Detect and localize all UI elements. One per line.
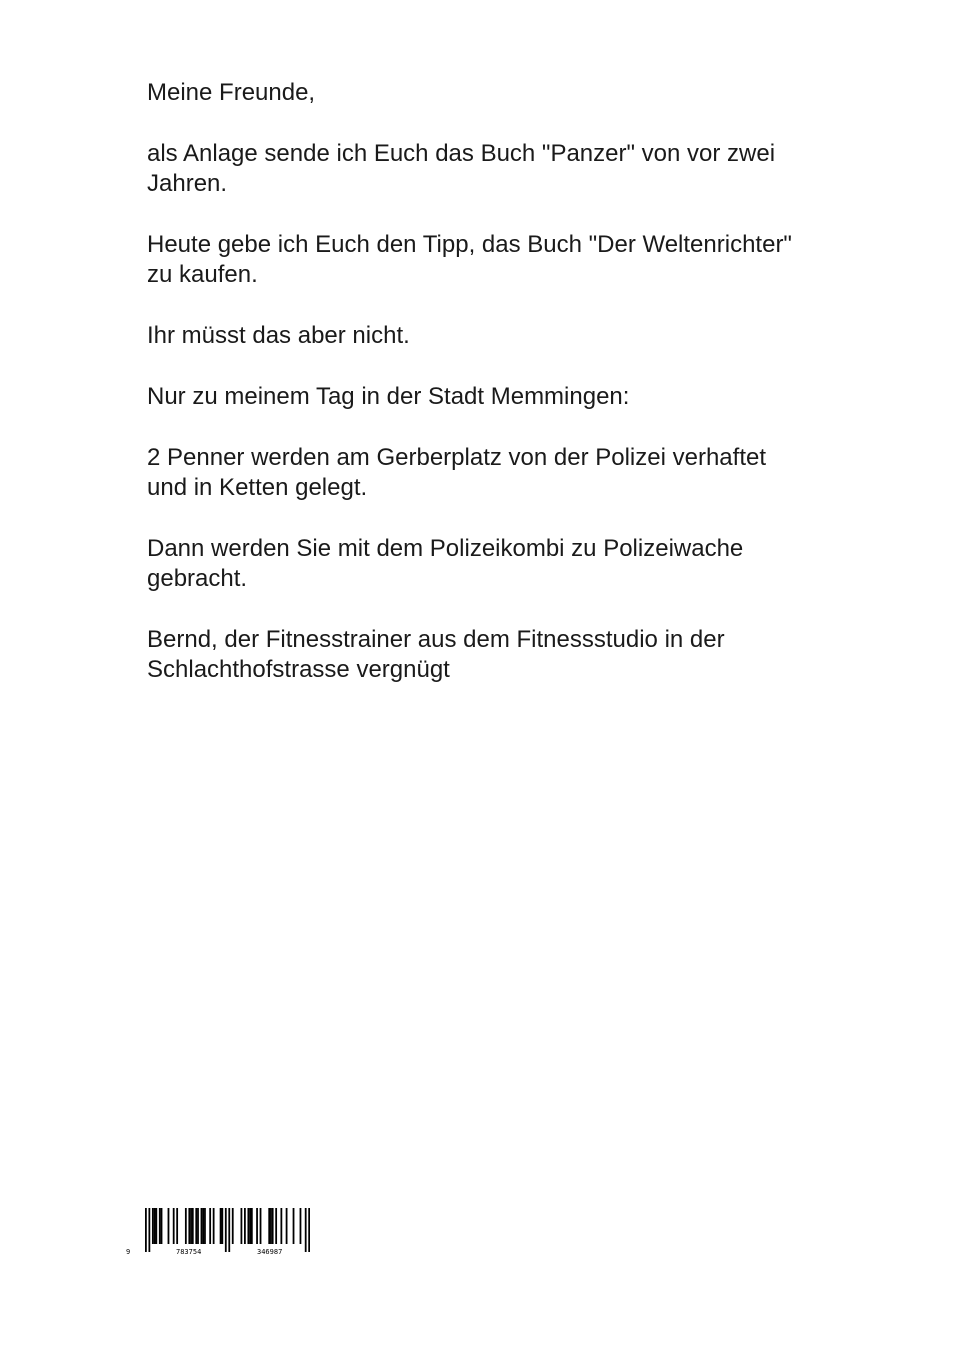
barcode-bar <box>168 1208 170 1244</box>
barcode-bar <box>195 1208 197 1244</box>
barcode-bar <box>268 1208 270 1244</box>
barcode-bar <box>249 1208 251 1244</box>
barcode-bar <box>154 1208 156 1244</box>
barcode-bar <box>256 1208 258 1244</box>
barcode-bar <box>190 1208 192 1244</box>
barcode-bar <box>176 1208 178 1244</box>
barcode-bar <box>308 1208 310 1252</box>
barcode-bar <box>300 1208 302 1244</box>
barcode-bar <box>275 1208 277 1244</box>
paragraph-not-required: Ihr müsst das aber nicht. <box>147 322 410 349</box>
barcode-bars <box>145 1208 310 1252</box>
barcode-bar <box>293 1208 295 1244</box>
barcode-bar <box>244 1208 246 1244</box>
barcode-bar <box>305 1208 307 1252</box>
barcode-bar <box>221 1208 223 1244</box>
barcode-bar <box>286 1208 288 1244</box>
barcode-bar <box>204 1208 206 1244</box>
barcode-bar <box>202 1208 204 1244</box>
barcode-bar <box>241 1208 243 1244</box>
barcode-right-digits: 346987 <box>257 1248 283 1256</box>
paragraph-police-van: Dann werden Sie mit dem Polizeikombi zu Polizeiwache gebracht. <box>147 535 744 592</box>
barcode-bar <box>220 1208 222 1244</box>
barcode-bar <box>260 1208 262 1244</box>
barcode-bar <box>251 1208 253 1244</box>
barcode-bar <box>188 1208 190 1244</box>
barcode-bar <box>152 1208 154 1244</box>
barcode-bar <box>155 1208 157 1244</box>
barcode-bar <box>213 1208 215 1244</box>
barcode-lead-digit: 9 <box>126 1248 131 1256</box>
paragraph-fitness-trainer: Bernd, der Fitnesstrainer aus dem Fitnessstudio in der Schlachthofstrasse vergnügt <box>147 626 725 683</box>
barcode-bar <box>173 1208 175 1244</box>
barcode-bar <box>228 1208 230 1252</box>
barcode-bar <box>280 1208 282 1244</box>
barcode-bar <box>225 1208 227 1252</box>
paragraph-memmingen-day: Nur zu meinem Tag in der Stadt Memmingen: <box>147 383 630 410</box>
barcode-bar <box>201 1208 203 1244</box>
salutation: Meine Freunde, <box>147 79 316 106</box>
barcode-bar <box>209 1208 211 1244</box>
paragraph-arrest: 2 Penner werden am Gerberplatz von der Polizei verhaftet und in Ketten gelegt. <box>147 444 766 501</box>
barcode-bar <box>192 1208 194 1244</box>
paragraph-book-attachment: als Anlage sende ich Euch das Buch "Panzer" von vor zwei Jahren. <box>147 140 776 197</box>
letter-body <box>147 78 847 716</box>
barcode-bar <box>247 1208 249 1244</box>
barcode-bar <box>197 1208 199 1244</box>
barcode-bar <box>148 1208 150 1252</box>
barcode-bar <box>272 1208 274 1244</box>
barcode-bar <box>185 1208 187 1244</box>
barcode-bar <box>159 1208 161 1244</box>
barcode-bar <box>270 1208 272 1244</box>
barcode-bar <box>161 1208 163 1244</box>
paragraph-book-tip: Heute gebe ich Euch den Tipp, das Buch "Der Weltenrichter" zu kaufen. <box>147 231 792 288</box>
barcode-bar <box>145 1208 147 1252</box>
barcode-left-digits: 783754 <box>176 1248 202 1256</box>
barcode-bar <box>232 1208 234 1244</box>
isbn-barcode <box>120 1208 320 1258</box>
